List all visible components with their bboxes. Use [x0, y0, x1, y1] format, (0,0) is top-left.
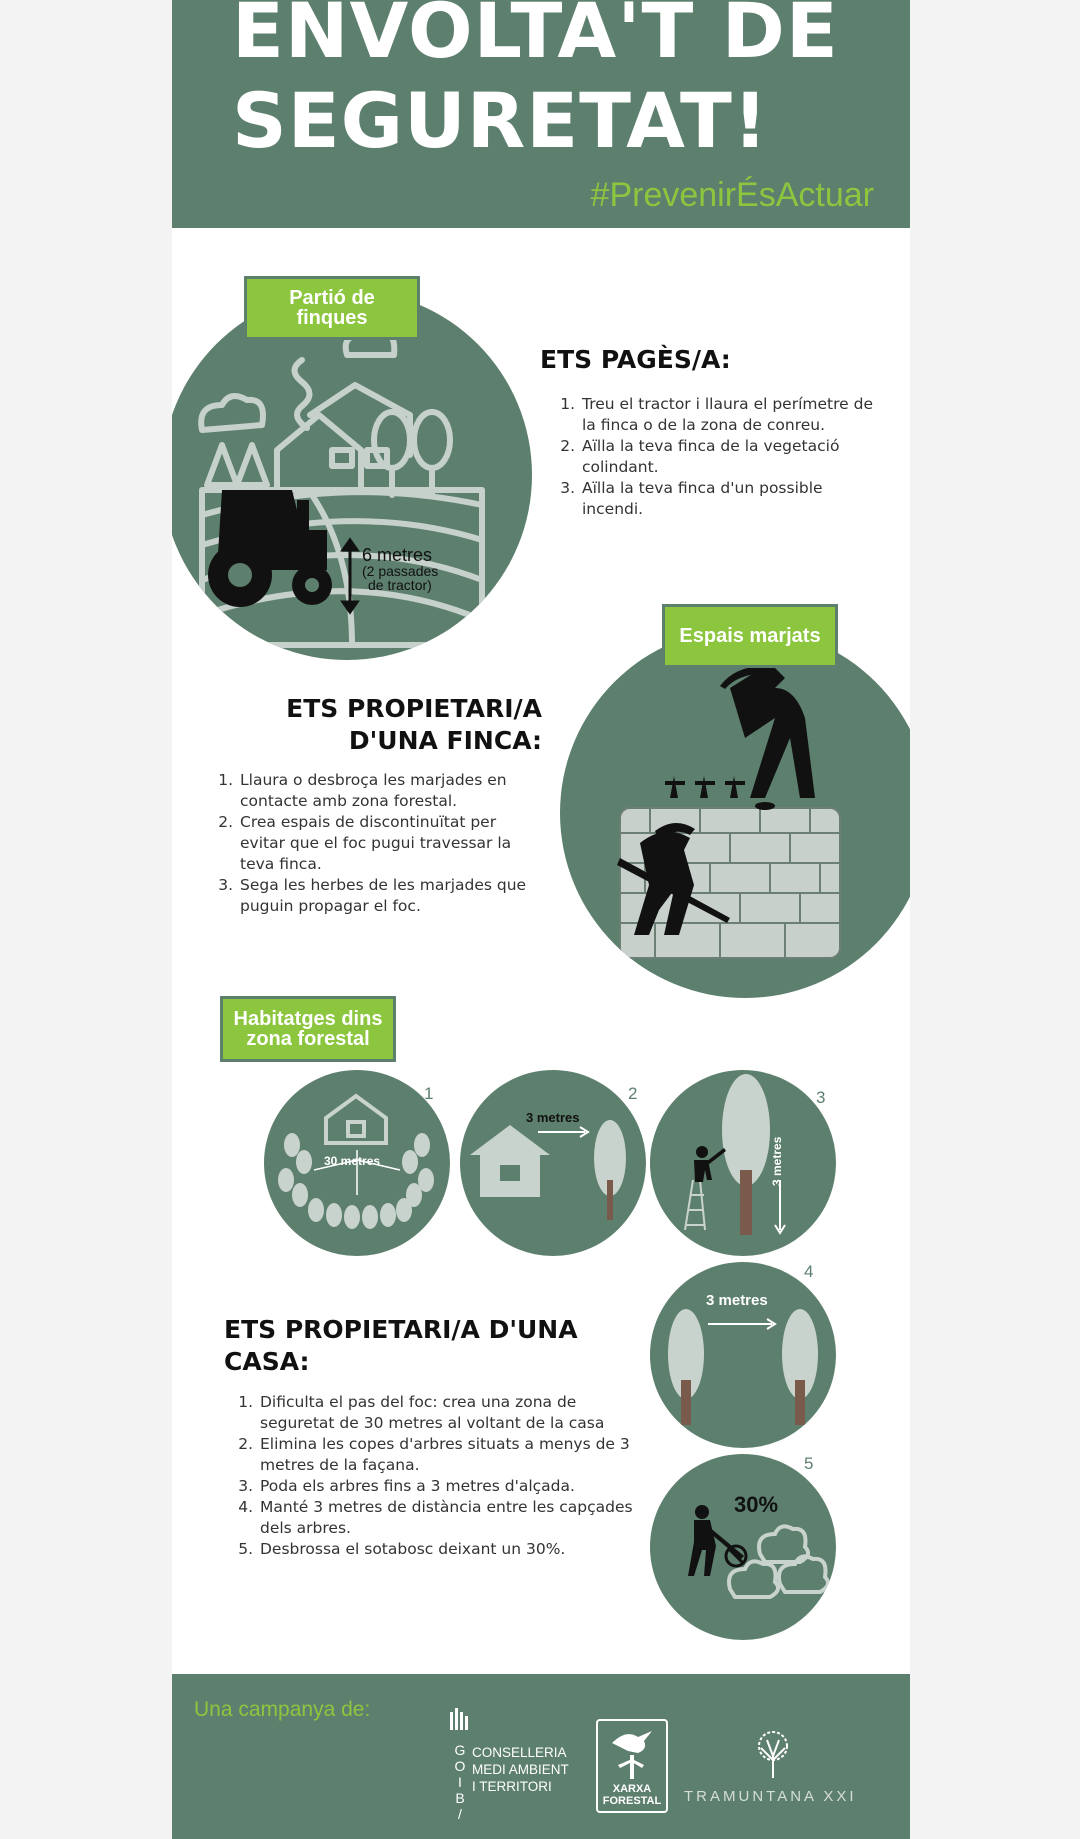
footer	[172, 1674, 910, 1839]
circle-number-3: 3	[816, 1088, 826, 1107]
pruning-3m-label: 3 metres	[770, 1136, 784, 1186]
circle-number-1: 1	[424, 1084, 434, 1103]
brush-clearing-icon	[650, 1454, 836, 1640]
trees-distance-icon	[650, 1262, 836, 1448]
list-item: 5. Desbrossa el sotabosc deixant un 30%.	[258, 1539, 638, 1560]
circle-number-4: 4	[804, 1262, 814, 1281]
tag-habitatges-forestal: Habitatges dins zona forestal	[220, 996, 396, 1062]
terraces-illustration-circle	[560, 628, 910, 998]
xarxa-forestal-text: XARXA FORESTAL	[602, 1783, 662, 1807]
list-item: 2. Aïlla la teva finca de la vegetació colindant.	[580, 436, 880, 478]
farm-tractor-icon	[172, 290, 532, 660]
xarxa-forestal-logo	[596, 1719, 668, 1813]
tramuntana-tree-icon	[748, 1730, 798, 1780]
zone-30m-label: 30 metres	[324, 1154, 381, 1168]
steps-finca	[220, 770, 538, 917]
conselleria-text: CONSELLERIA MEDI AMBIENT I TERRITORI	[472, 1745, 569, 1794]
pruning-circle	[650, 1070, 836, 1256]
list-item: 1. Dificulta el pas del foc: crea una zona de seguretat de 30 metres al voltant de la casa	[258, 1392, 638, 1434]
list-item: 3. Sega les herbes de les marjades que puguin propagar el foc.	[238, 875, 538, 917]
safety-zone-circle	[264, 1070, 450, 1256]
eagle-tree-icon	[608, 1725, 656, 1781]
circle-number-2: 2	[628, 1084, 638, 1103]
heading-casa: ETS PROPIETARI/A D'UNA CASA:	[224, 1315, 578, 1376]
pruning-ladder-icon	[650, 1070, 836, 1256]
canopy-distance-circle	[650, 1262, 836, 1448]
list-item: 4. Manté 3 metres de distància entre les capçades dels arbres.	[258, 1497, 638, 1539]
list-item: 1. Treu el tractor i llaura el perímetre de la finca o de la zona de conreu.	[580, 394, 880, 436]
list-item: 3. Aïlla la teva finca d'un possible incendi.	[580, 478, 880, 520]
circle-number-5: 5	[804, 1454, 814, 1473]
canopy-3m-label: 3 metres	[706, 1292, 768, 1309]
tag-espais-marjats: Espais marjats	[662, 604, 838, 668]
list-item: 3. Poda els arbres fins a 3 metres d'alçada.	[258, 1476, 638, 1497]
tractor-distance-label: 6 metres	[362, 545, 433, 565]
facade-distance-circle	[460, 1070, 646, 1256]
list-item: 2. Elimina les copes d'arbres situats a menys de 3 metres de la façana.	[258, 1434, 638, 1476]
goib-logo-icon	[448, 1708, 472, 1734]
steps-pages	[562, 394, 880, 520]
tractor-distance-note: (2 passades	[362, 563, 439, 579]
tramuntana-xxi-text: TRAMUNTANA XXI	[684, 1788, 857, 1805]
list-item: 1. Llaura o desbroça les marjades en contacte amb zona forestal.	[238, 770, 538, 812]
facade-3m-label: 3 metres	[526, 1110, 580, 1125]
hashtag: #PrevenirÉsActuar	[590, 176, 874, 214]
tractor-distance-note-2: de tractor)	[368, 577, 432, 593]
farm-illustration-circle	[172, 290, 532, 660]
campaign-label: Una campanya de:	[194, 1698, 371, 1721]
steps-casa	[240, 1392, 638, 1560]
tag-partio-finques: Partió de finques	[244, 276, 420, 340]
goib-letters: G O I B /	[454, 1742, 466, 1822]
list-item: 2. Crea espais de discontinuïtat per evitar que el foc pugui travessar la teva finca.	[238, 812, 538, 875]
header-banner	[172, 0, 910, 228]
undergrowth-circle	[650, 1454, 836, 1640]
undergrowth-30-label: 30%	[734, 1492, 779, 1517]
terraces-workers-icon	[560, 628, 910, 998]
house-tree-distance-icon	[460, 1070, 646, 1256]
page-title: ENVOLTA'T DE SEGURETAT!	[232, 0, 839, 165]
heading-pages: ETS PAGÈS/A:	[540, 345, 731, 374]
infographic-poster	[172, 0, 910, 1839]
heading-finca: ETS PROPIETARI/A D'UNA FINCA:	[286, 694, 542, 755]
